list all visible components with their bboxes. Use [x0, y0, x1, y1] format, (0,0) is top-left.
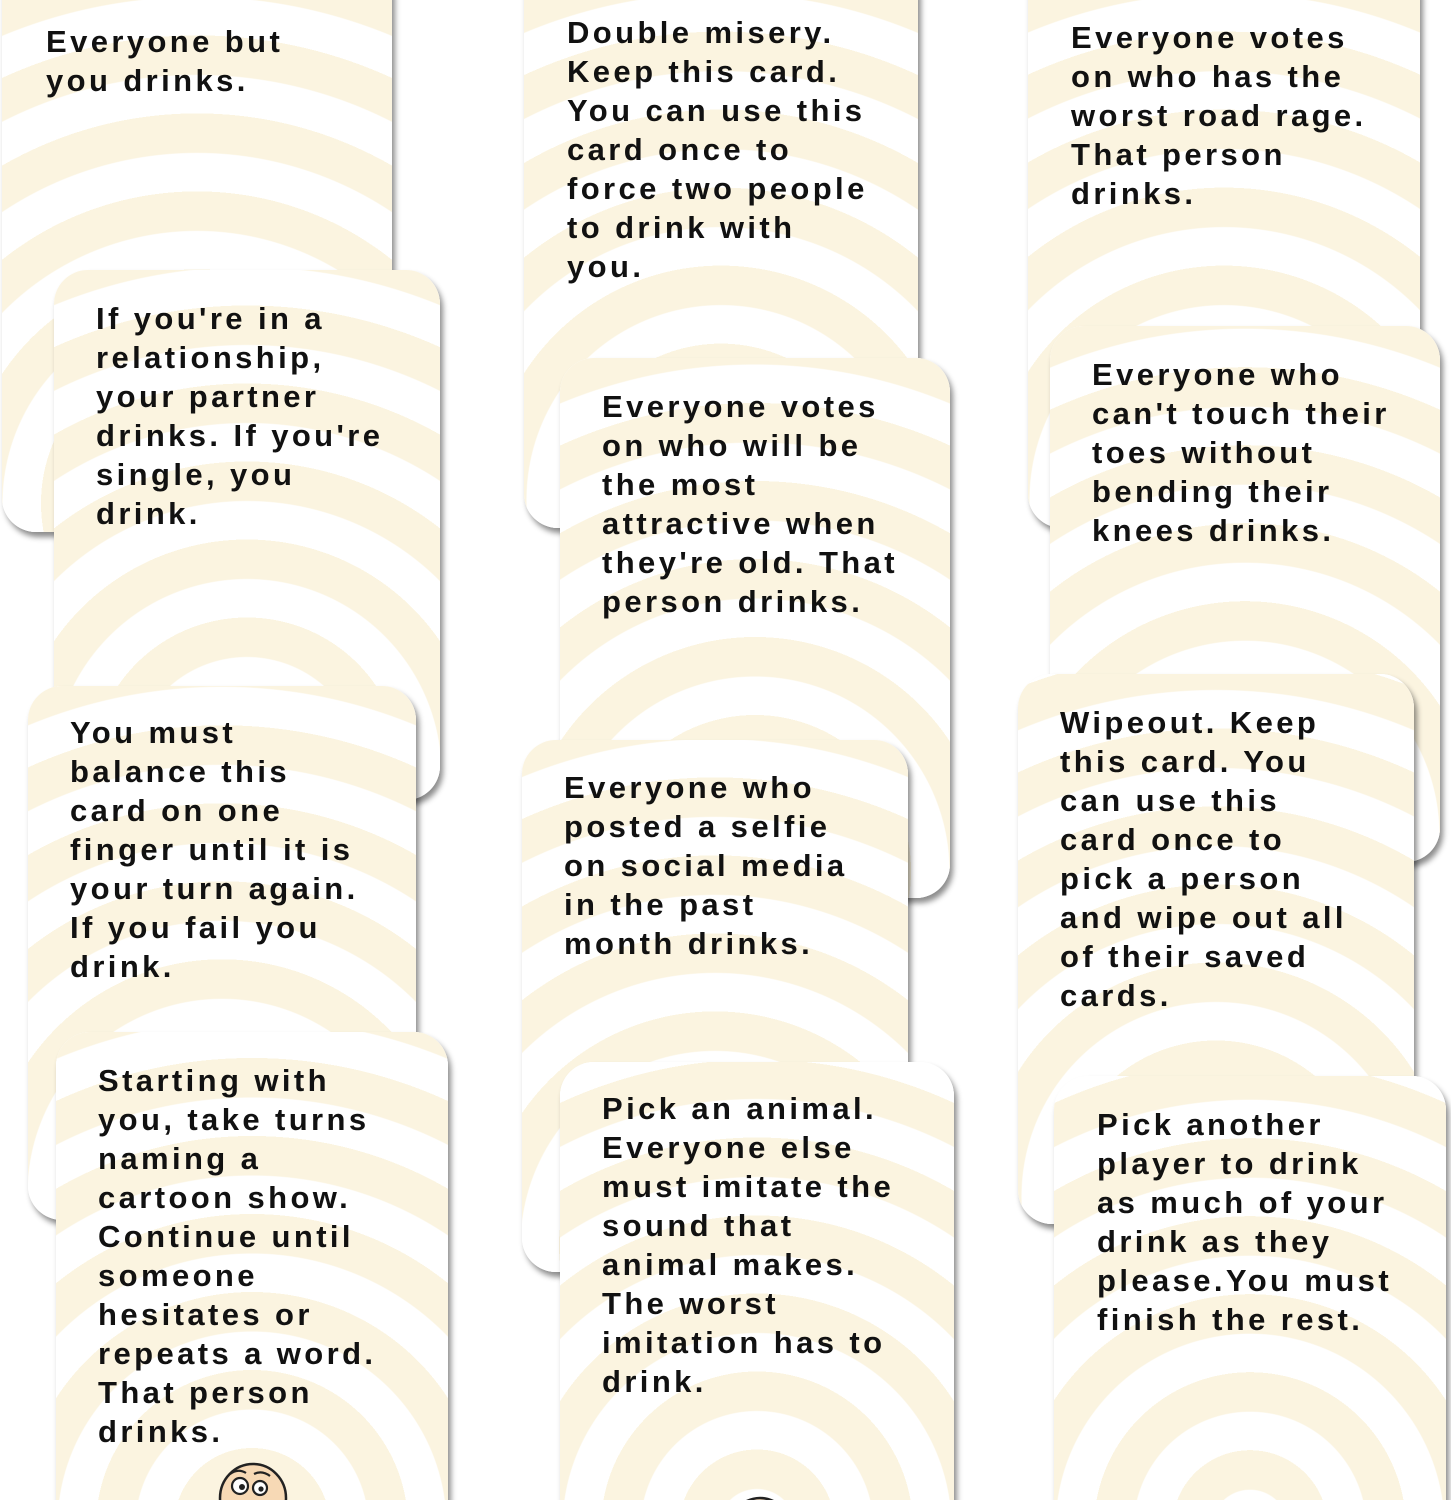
cartoon-face-icon	[730, 1490, 790, 1500]
card-text: Everyone votes on who will be the most attractive when they're old. That person drinks.	[602, 389, 898, 619]
card-text: If you're in a relationship, your partner drinks. If you're single, you drink.	[96, 301, 384, 531]
cartoon-face-icon	[216, 1460, 290, 1500]
cartoon-face-icon	[730, 1490, 790, 1500]
card-text: Everyone who can't touch their toes without bending their knees drinks.	[1092, 357, 1390, 548]
card-text: Everyone votes on who has the worst road rage. That person drinks.	[1071, 20, 1367, 211]
drinking-card	[1054, 1076, 1446, 1500]
drinking-card	[56, 1032, 448, 1500]
cartoon-face-icon	[216, 1460, 290, 1500]
drinking-card	[560, 1062, 954, 1500]
card-text: You must balance this card on one finger until it is your turn again. If you fail you drink.	[70, 715, 359, 984]
card-text: Pick another player to drink as much of your drink as they please.You must finish the rest.	[1097, 1107, 1393, 1337]
card-text: Everyone but you drinks.	[46, 24, 284, 98]
card-text: Pick an animal. Everyone else must imitate the sound that animal makes. The worst imitation has to drink.	[602, 1091, 895, 1399]
card-text: Double misery. Keep this card. You can use this card once to force two people to drink with you.	[567, 15, 868, 284]
card-text: Starting with you, take turns naming a cartoon show. Continue until someone hesitates or repeats a word. That person drinks.	[98, 1063, 377, 1449]
card-text: Wipeout. Keep this card. You can use this card once to pick a person and wipe out all of their saved cards.	[1060, 705, 1347, 1013]
card-text: Everyone who posted a selfie on social media in the past month drinks.	[564, 770, 848, 961]
